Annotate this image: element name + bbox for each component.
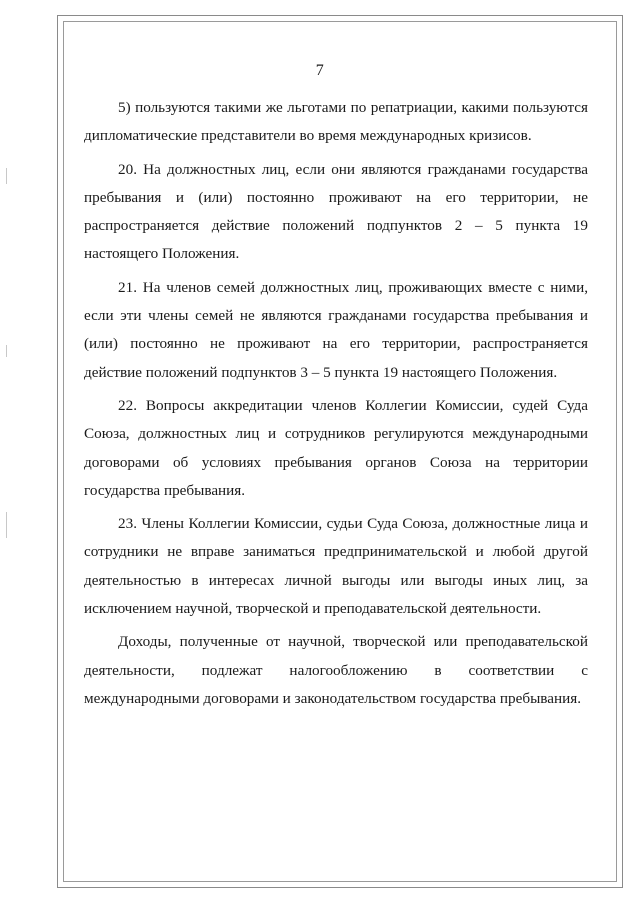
paragraph-21: 21. На членов семей должностных лиц, проживающих вместе с ними, если эти члены семей не являются гражданами государства пребывания и (или) постоянно не проживают на его территории, распространяется действие положений подпунктов 3 – 5 пункта 19 настоящего Положения. bbox=[84, 278, 588, 381]
scan-artifact-mark bbox=[6, 512, 7, 538]
paragraph-22: 22. Вопросы аккредитации членов Коллегии Комиссии, судей Суда Союза, должностных лиц и сотрудников регулируются международными договорами об условиях пребывания органов Союза на территории государства пребывания. bbox=[84, 396, 588, 499]
document-body bbox=[84, 94, 588, 718]
page-number: 7 bbox=[315, 62, 325, 79]
paragraph-20: 20. На должностных лиц, если они являются гражданами государства пребывания и (или) постоянно проживают на его территории, не распространяется действие положений подпунктов 2 – 5 пункта 19 настоящего Положения. bbox=[84, 160, 588, 263]
scan-artifact-mark bbox=[6, 345, 7, 357]
paragraph-income: Доходы, полученные от научной, творческой или преподавательской деятельности, подлежат налогообложению в соответствии с международными договорами и законодательством государства пребывания. bbox=[84, 633, 588, 707]
scan-artifact-mark bbox=[6, 168, 7, 184]
paragraph-23: 23. Члены Коллегии Комиссии, судьи Суда Союза, должностные лица и сотрудники не вправе заниматься предпринимательской и любой другой деятельностью в интересах личной выгоды или выгоды иных лиц, за исключением научной, творческой и преподавательской деятельности. bbox=[84, 515, 588, 618]
paragraph-5-repatriation: 5) пользуются такими же льготами по репатриации, какими пользуются дипломатические представители во время международных кризисов. bbox=[84, 99, 588, 145]
